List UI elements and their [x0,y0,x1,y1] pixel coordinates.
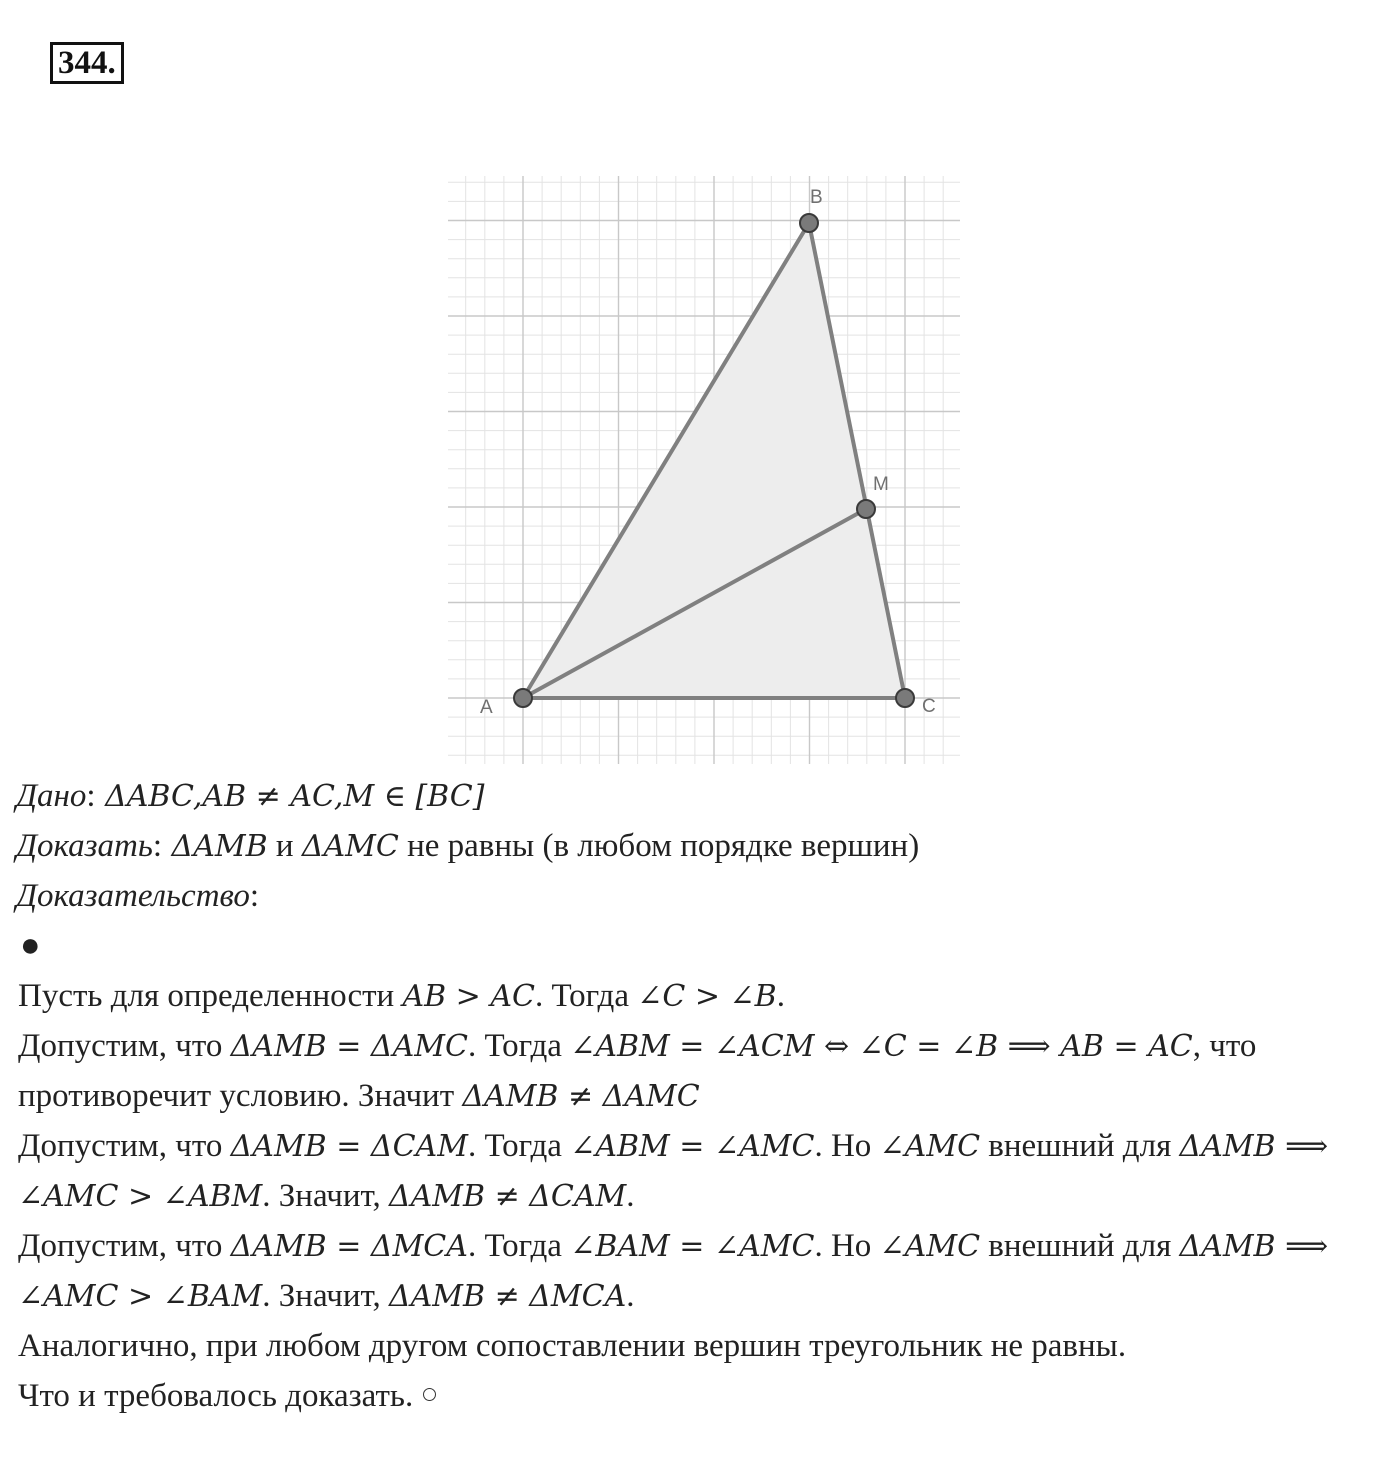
math: ∠AMC [879,1229,981,1264]
text: . Тогда [534,978,638,1014]
proof-colon: : [249,878,260,914]
proof-heading [16,871,1396,921]
proof-line-7 [16,1271,1396,1321]
text: . [626,1278,635,1314]
math: ∠C > ∠B [637,979,777,1014]
text: . Значит, [262,1278,389,1314]
bullet-icon: ● [20,927,41,964]
math: ∠AMC > ∠BAM [18,1279,263,1314]
math: AB > AC [402,979,535,1014]
text: внешний для [980,1128,1180,1164]
text: . Тогда [467,1028,571,1064]
proof-line-1 [16,971,1396,1021]
math: ΔAMB ⟹ [1179,1229,1329,1264]
text: , что [1192,1028,1257,1064]
text: Допустим, что [18,1128,231,1164]
prove-colon: : [152,828,163,864]
text: . Тогда [467,1128,571,1164]
text: внешний для [980,1228,1180,1264]
math: ΔAMB = ΔAMC [230,1029,468,1064]
label-b: B [810,187,823,208]
proof-line-4 [16,1121,1396,1171]
triangle-diagram [448,176,960,764]
point-m [857,500,875,518]
text: . Но [814,1228,880,1264]
given-colon: : [86,778,96,814]
qed-circle-icon [423,1388,436,1401]
solution-text [16,771,1396,1421]
text: противоречит условию. Значит [18,1078,463,1114]
math: ∠ABM = ∠ACM ⇔ ∠C = ∠B ⟹ AB = AC [570,1029,1193,1064]
math: ΔAMB ≠ ΔCAM [388,1179,627,1214]
point-b [800,214,818,232]
math: ∠AMC > ∠ABM [18,1179,263,1214]
text: . Тогда [467,1228,571,1264]
math: ΔAMB = ΔMCA [230,1229,468,1264]
math: ∠BAM = ∠AMC [570,1229,815,1264]
prove-math-2: ΔAMC [301,829,399,864]
text: . Но [814,1128,880,1164]
proof-line-9 [16,1371,1396,1421]
text: Допустим, что [18,1228,231,1264]
proof-line-5 [16,1171,1396,1221]
label-m: M [873,474,889,495]
label-a: A [480,697,493,718]
given-line [16,771,1396,821]
text: . [626,1178,635,1214]
prove-term: Доказать [16,828,153,864]
proof-line-6 [16,1221,1396,1271]
proof-line-2 [16,1021,1396,1071]
math: ΔAMB ≠ ΔAMC [462,1079,700,1114]
given-math: ΔABC,AB ≠ AC,M ∈ [BC] [95,779,485,814]
proof-line-8: Аналогично, при любом другом сопоставлении вершин треугольник не равны. [18,1328,1127,1364]
text: . [776,978,785,1014]
geometry-figure [448,176,960,764]
math: ΔAMB = ΔCAM [230,1129,468,1164]
point-a [514,689,532,707]
prove-text-1: и [267,828,302,864]
prove-text-2: не равны (в любом порядке вершин) [398,828,920,864]
prove-math-1: ΔAMB [162,829,268,864]
label-c: C [922,696,936,717]
text: Пусть для определенности [18,978,403,1014]
text: Допустим, что [18,1028,231,1064]
qed-text: Что и требовалось доказать. [18,1378,414,1414]
math: ΔAMB ⟹ [1179,1129,1329,1164]
proof-term: Доказательство [16,878,250,914]
proof-line-3 [16,1071,1396,1121]
math: ΔAMB ≠ ΔMCA [388,1279,627,1314]
given-term: Дано [16,778,87,814]
prove-line [16,821,1396,871]
math: ∠ABM = ∠AMC [570,1129,815,1164]
problem-number: 344. [50,42,124,84]
point-c [896,689,914,707]
math: ∠AMC [879,1129,981,1164]
text: . Значит, [262,1178,389,1214]
